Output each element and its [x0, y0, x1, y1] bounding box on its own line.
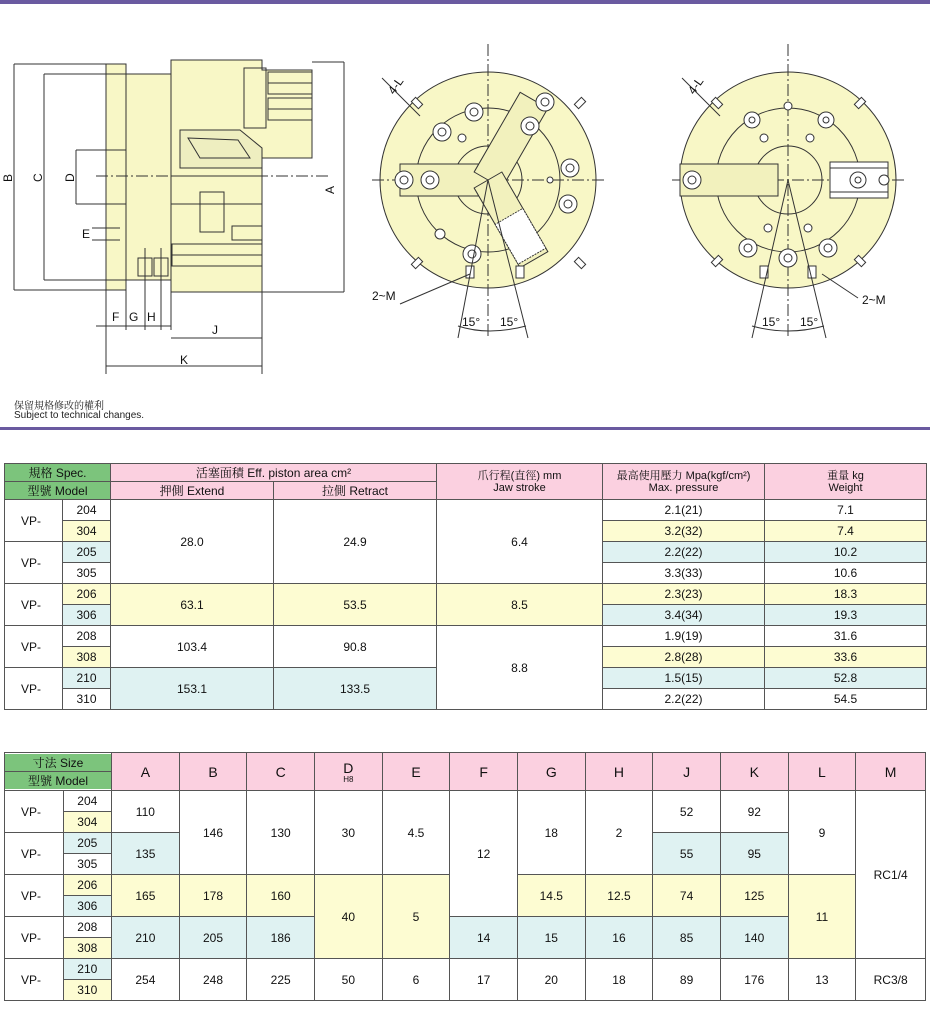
model-header: 型號 Model — [5, 481, 110, 499]
cell-h: 16 — [585, 917, 653, 959]
pressure-value: 1.5(15) — [603, 668, 765, 689]
weight-value: 52.8 — [765, 668, 927, 689]
angle-right-1: 15° — [500, 315, 519, 329]
vp-prefix: VP- — [5, 584, 63, 626]
vp-prefix: VP- — [5, 668, 63, 710]
cell-b: 178 — [179, 875, 247, 917]
cell-c: 130 — [247, 791, 315, 875]
cell-l: 9 — [788, 791, 856, 875]
dim-label-f: F — [112, 310, 120, 324]
cell-c: 160 — [247, 875, 315, 917]
cell-j: 55 — [653, 833, 721, 875]
col-header-h: H — [585, 753, 653, 791]
size-model-header — [5, 753, 112, 791]
cell-g: 20 — [517, 959, 585, 1001]
size-table — [4, 752, 926, 1001]
pressure-value: 3.3(33) — [603, 563, 765, 584]
pressure-value: 3.4(34) — [603, 605, 765, 626]
extend-value: 153.1 — [111, 668, 274, 710]
model-number: 205 — [63, 542, 111, 563]
cell-f: 14 — [450, 917, 518, 959]
weight-value: 10.6 — [765, 563, 927, 584]
cell-f: 12 — [450, 791, 518, 917]
stroke-header-en: Jaw stroke — [493, 481, 546, 494]
weight-header — [765, 464, 927, 500]
piston-header: 活塞面積 Eff. piston area cm² — [111, 464, 437, 482]
vp-prefix: VP- — [5, 542, 63, 584]
cell-j: 52 — [653, 791, 721, 833]
vp-prefix: VP- — [5, 833, 64, 875]
extend-header: 押側 Extend — [111, 482, 274, 500]
weight-value: 19.3 — [765, 605, 927, 626]
model-number: 308 — [63, 647, 111, 668]
size-header: 寸法 Size — [5, 754, 111, 771]
cell-d: 40 — [315, 875, 383, 959]
cell-a: 110 — [112, 791, 180, 833]
vp-prefix: VP- — [5, 959, 64, 1001]
pressure-value: 1.9(19) — [603, 626, 765, 647]
angle-right-2: 15° — [800, 315, 819, 329]
model-number: 304 — [63, 521, 111, 542]
pressure-header-en: Max. pressure — [648, 481, 719, 494]
label-4l-1: 4-L — [384, 74, 407, 97]
weight-value: 54.5 — [765, 689, 927, 710]
dim-label-k: K — [180, 353, 189, 367]
cell-b: 146 — [179, 791, 247, 875]
cell-k: 176 — [720, 959, 788, 1001]
vp-prefix: VP- — [5, 791, 64, 833]
cell-e: 4.5 — [382, 791, 450, 875]
weight-header-en: Weight — [828, 481, 863, 494]
model-number: 204 — [63, 791, 111, 812]
col-header-m: M — [856, 753, 926, 791]
cell-k: 140 — [720, 917, 788, 959]
dim-label-d: D — [63, 173, 77, 182]
weight-value: 31.6 — [765, 626, 927, 647]
spec-header: 規格 Spec. — [5, 464, 110, 481]
front-view-1-drawing — [372, 44, 604, 338]
vp-prefix: VP- — [5, 875, 64, 917]
model-number: 306 — [63, 605, 111, 626]
angle-left-2: 15° — [762, 315, 781, 329]
dim-label-h: H — [147, 310, 156, 324]
cell-b: 248 — [179, 959, 247, 1001]
weight-value: 7.4 — [765, 521, 927, 542]
col-header-c: C — [247, 753, 315, 791]
model-number: 204 — [63, 500, 111, 521]
extend-value: 103.4 — [111, 626, 274, 668]
spec-model-header — [5, 464, 111, 500]
col-header-b: B — [179, 753, 247, 791]
model-number: 208 — [63, 626, 111, 647]
middle-rule — [0, 427, 930, 430]
cell-c: 186 — [247, 917, 315, 959]
col-header-d-sub: H8 — [343, 774, 354, 784]
cell-l: 11 — [788, 875, 856, 959]
label-2m-1: 2~M — [372, 289, 396, 303]
pressure-header-zh: 最高使用壓力 Mpa(kgf/cm²) — [616, 469, 751, 482]
dim-label-e: E — [82, 227, 91, 241]
col-header-a: A — [112, 753, 180, 791]
model-number: 206 — [63, 584, 111, 605]
col-header-d-label: D — [343, 759, 354, 776]
cell-h: 12.5 — [585, 875, 653, 917]
model-number: 205 — [63, 833, 111, 854]
cell-k: 95 — [720, 833, 788, 875]
pressure-header — [603, 464, 765, 500]
stroke-header — [437, 464, 603, 500]
pressure-value: 2.2(22) — [603, 689, 765, 710]
col-header-g: G — [517, 753, 585, 791]
cell-e: 6 — [382, 959, 450, 1001]
model-header-2: 型號 Model — [5, 771, 111, 789]
model-number: 305 — [63, 563, 111, 584]
cell-j: 74 — [653, 875, 721, 917]
dim-label-a: A — [323, 185, 337, 194]
model-number: 310 — [63, 689, 111, 710]
weight-value: 33.6 — [765, 647, 927, 668]
cell-f: 17 — [450, 959, 518, 1001]
notice-zh: 保留規格修改的權利 — [14, 401, 104, 412]
cell-g: 18 — [517, 791, 585, 875]
model-number: 210 — [63, 668, 111, 689]
col-header-l: L — [788, 753, 856, 791]
weight-value: 18.3 — [765, 584, 927, 605]
dim-label-b: B — [1, 173, 15, 182]
cell-d: 50 — [315, 959, 383, 1001]
spec-table — [4, 463, 927, 710]
cell-j: 85 — [653, 917, 721, 959]
cell-m: RC1/4 — [856, 791, 926, 959]
pressure-value: 2.2(22) — [603, 542, 765, 563]
model-number: 305 — [63, 854, 111, 875]
col-header-d — [315, 753, 383, 791]
side-view-drawing — [14, 60, 344, 374]
cell-a: 135 — [112, 833, 180, 875]
model-number: 310 — [63, 980, 111, 1001]
model-number: 206 — [63, 875, 111, 896]
cell-c: 225 — [247, 959, 315, 1001]
cell-h: 2 — [585, 791, 653, 875]
vp-prefix: VP- — [5, 500, 63, 542]
cell-a: 210 — [112, 917, 180, 959]
cell-g: 15 — [517, 917, 585, 959]
label-4l-2: 4-L — [684, 74, 707, 97]
retract-header: 拉側 Retract — [274, 482, 437, 500]
retract-value: 53.5 — [274, 584, 437, 626]
technical-drawings — [0, 8, 930, 388]
model-number: 210 — [63, 959, 111, 980]
label-2m-2: 2~M — [862, 293, 886, 307]
col-header-j: J — [653, 753, 721, 791]
vp-prefix: VP- — [5, 917, 64, 959]
cell-b: 205 — [179, 917, 247, 959]
cell-e: 5 — [382, 875, 450, 959]
top-rule — [0, 0, 930, 4]
pressure-value: 2.1(21) — [603, 500, 765, 521]
cell-a: 165 — [112, 875, 180, 917]
cell-d: 30 — [315, 791, 383, 875]
cell-l: 13 — [788, 959, 856, 1001]
vp-prefix: VP- — [5, 626, 63, 668]
retract-value: 24.9 — [274, 500, 437, 584]
weight-value: 10.2 — [765, 542, 927, 563]
stroke-value: 8.8 — [437, 626, 603, 710]
angle-left-1: 15° — [462, 315, 481, 329]
cell-k: 92 — [720, 791, 788, 833]
extend-value: 28.0 — [111, 500, 274, 584]
dim-label-c: C — [31, 173, 45, 182]
retract-value: 90.8 — [274, 626, 437, 668]
col-header-f: F — [450, 753, 518, 791]
cell-g: 14.5 — [517, 875, 585, 917]
cell-k: 125 — [720, 875, 788, 917]
extend-value: 63.1 — [111, 584, 274, 626]
col-header-e: E — [382, 753, 450, 791]
stroke-value: 6.4 — [437, 500, 603, 584]
dim-label-g: G — [129, 310, 139, 324]
cell-j: 89 — [653, 959, 721, 1001]
model-number: 304 — [63, 812, 111, 833]
cell-h: 18 — [585, 959, 653, 1001]
pressure-value: 2.3(23) — [603, 584, 765, 605]
model-number: 308 — [63, 938, 111, 959]
stroke-header-zh: 爪行程(直徑) mm — [477, 469, 562, 482]
retract-value: 133.5 — [274, 668, 437, 710]
cell-a: 254 — [112, 959, 180, 1001]
model-number: 306 — [63, 896, 111, 917]
dim-label-j: J — [212, 323, 218, 337]
weight-header-zh: 重量 kg — [827, 469, 864, 482]
model-number: 208 — [63, 917, 111, 938]
notice-en: Subject to technical changes. — [14, 410, 145, 421]
cell-m: RC3/8 — [856, 959, 926, 1001]
stroke-value: 8.5 — [437, 584, 603, 626]
pressure-value: 2.8(28) — [603, 647, 765, 668]
col-header-k: K — [720, 753, 788, 791]
weight-value: 7.1 — [765, 500, 927, 521]
pressure-value: 3.2(32) — [603, 521, 765, 542]
